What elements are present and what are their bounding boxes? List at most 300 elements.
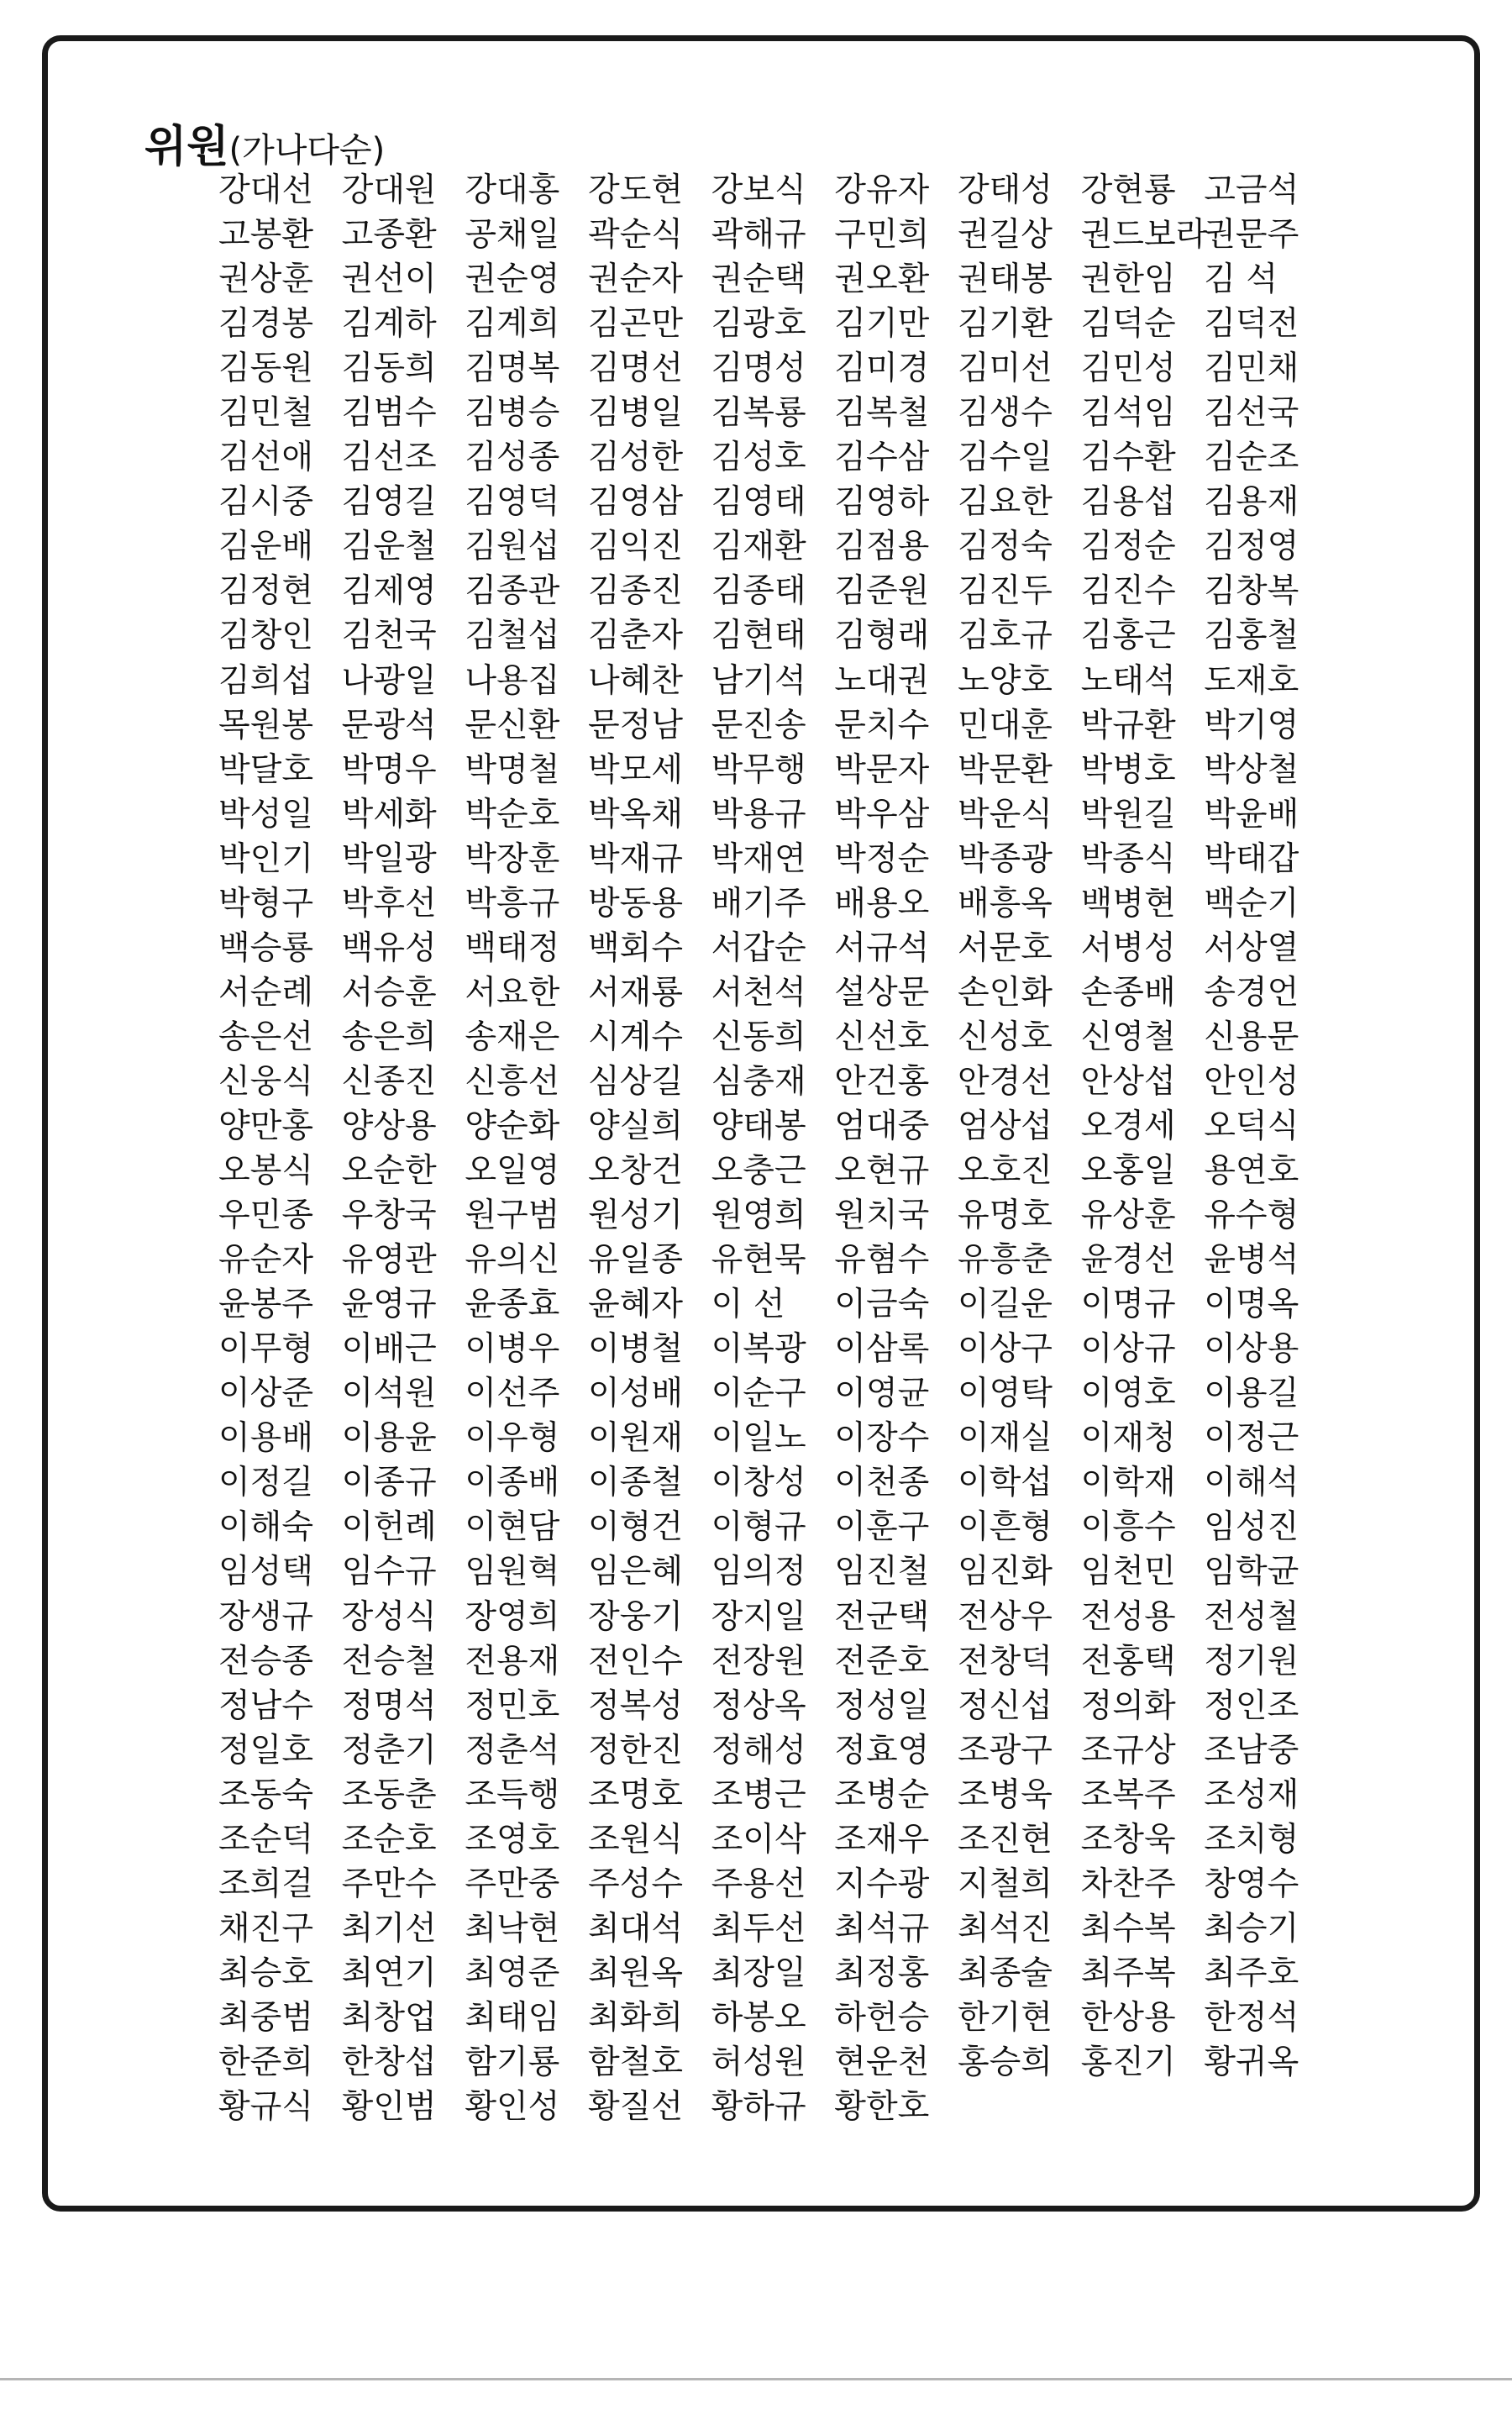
member-name: 이병우	[465, 1330, 560, 1369]
member-name: 배흥옥	[957, 884, 1053, 923]
member-name: 김홍근	[1080, 617, 1176, 655]
member-name: 김운배	[218, 528, 314, 566]
member-name: 고금석	[1204, 171, 1299, 210]
member-name: 이상규	[1080, 1330, 1176, 1369]
member-name: 정의화	[1080, 1686, 1176, 1725]
member-name: 이학섭	[957, 1464, 1053, 1502]
member-name: 최낙현	[465, 1909, 560, 1948]
member-name: 유일종	[587, 1241, 683, 1280]
member-name: 장웅기	[587, 1597, 683, 1636]
member-name: 이영호	[1080, 1375, 1176, 1413]
member-name: 전승종	[218, 1642, 314, 1681]
member-name: 송재은	[465, 1018, 560, 1056]
member-name: 황한호	[834, 2088, 930, 2127]
member-name: 이상준	[218, 1375, 314, 1413]
member-name: 김동희	[341, 350, 437, 388]
member-name: 정춘석	[465, 1731, 560, 1770]
member-name: 황규식	[218, 2088, 314, 2127]
member-name: 고봉환	[218, 216, 314, 255]
member-name: 조명호	[587, 1775, 683, 1814]
member-name: 권순자	[587, 260, 683, 299]
member-name: 백병현	[1080, 884, 1176, 923]
member-name: 이순구	[711, 1375, 806, 1413]
member-name: 이재실	[957, 1419, 1053, 1458]
member-name: 최수복	[1080, 1909, 1176, 1948]
member-name: 한상용	[1080, 1998, 1176, 2037]
member-name: 최대석	[587, 1909, 683, 1948]
member-name: 양태봉	[711, 1107, 806, 1145]
member-name: 전성용	[1080, 1597, 1176, 1636]
member-name: 임원혁	[465, 1553, 560, 1591]
member-name: 장지일	[711, 1597, 806, 1636]
member-name: 이흥수	[1080, 1508, 1176, 1547]
member-name: 배기주	[711, 884, 806, 923]
member-name: 주만중	[465, 1865, 560, 1903]
member-name: 권한임	[1080, 260, 1176, 299]
member-name: 신흥선	[465, 1062, 560, 1101]
member-name: 최태임	[465, 1998, 560, 2037]
member-name: 김준원	[834, 572, 930, 611]
member-name: 정복성	[587, 1686, 683, 1725]
member-name: 김호규	[957, 617, 1053, 655]
member-name: 김철섭	[465, 617, 560, 655]
member-name: 이삼록	[834, 1330, 930, 1369]
member-name: 김명복	[465, 350, 560, 388]
member-name: 이천종	[834, 1464, 930, 1502]
member-name: 양순화	[465, 1107, 560, 1145]
member-name: 민대훈	[957, 706, 1053, 744]
member-name: 최종술	[957, 1954, 1053, 1992]
member-name: 허성원	[711, 2043, 806, 2081]
member-name: 박문환	[957, 750, 1053, 789]
member-name: 강현룡	[1080, 171, 1176, 210]
member-name: 지철희	[957, 1865, 1053, 1903]
member-name: 김광호	[711, 305, 806, 344]
member-name: 이금숙	[834, 1286, 930, 1324]
member-name: 서규석	[834, 928, 930, 967]
member-name: 박순호	[465, 795, 560, 834]
member-name: 박문자	[834, 750, 930, 789]
member-name: 김범수	[341, 394, 437, 433]
member-name: 최정홍	[834, 1954, 930, 1992]
member-name: 김원섭	[465, 528, 560, 566]
member-name: 엄상섭	[957, 1107, 1053, 1145]
member-name: 강대홍	[465, 171, 560, 210]
member-name: 김계하	[341, 305, 437, 344]
member-name: 박기영	[1204, 706, 1299, 744]
member-name: 이무형	[218, 1330, 314, 1369]
member-name: 이종배	[465, 1464, 560, 1502]
member-name: 이형건	[587, 1508, 683, 1547]
member-name: 이우형	[465, 1419, 560, 1458]
member-name: 홍진기	[1080, 2043, 1176, 2081]
member-name: 오호진	[957, 1152, 1053, 1191]
member-name: 정성일	[834, 1686, 930, 1725]
member-name: 오덕식	[1204, 1107, 1299, 1145]
member-name: 임진화	[957, 1553, 1053, 1591]
member-name: 이형규	[711, 1508, 806, 1547]
member-name: 전성철	[1204, 1597, 1299, 1636]
member-name: 이성배	[587, 1375, 683, 1413]
member-name: 김미선	[957, 350, 1053, 388]
member-name: 권문주	[1204, 216, 1299, 255]
member-name: 박원길	[1080, 795, 1176, 834]
member-name: 박규환	[1080, 706, 1176, 744]
member-name: 안건홍	[834, 1062, 930, 1101]
member-name: 김수환	[1080, 439, 1176, 477]
member-name: 황질선	[587, 2088, 683, 2127]
member-name: 김수삼	[834, 439, 930, 477]
member-name: 조광구	[957, 1731, 1053, 1770]
member-name: 노양호	[957, 661, 1053, 700]
member-name: 손인화	[957, 973, 1053, 1012]
member-name: 이재청	[1080, 1419, 1176, 1458]
member-name: 김성한	[587, 439, 683, 477]
member-name: 임학균	[1204, 1553, 1299, 1591]
member-name: 이용배	[218, 1419, 314, 1458]
member-name: 임성택	[218, 1553, 314, 1591]
member-name: 황귀옥	[1204, 2043, 1299, 2081]
member-name: 이병철	[587, 1330, 683, 1369]
member-name: 신웅식	[218, 1062, 314, 1101]
member-name: 정신섭	[957, 1686, 1053, 1725]
member-name: 신선호	[834, 1018, 930, 1056]
member-name: 이정근	[1204, 1419, 1299, 1458]
member-name: 전용재	[465, 1642, 560, 1681]
member-name: 권상훈	[218, 260, 314, 299]
member-name: 이영탁	[957, 1375, 1053, 1413]
member-name: 이상용	[1204, 1330, 1299, 1369]
member-name: 서문호	[957, 928, 1053, 967]
member-name: 양만홍	[218, 1107, 314, 1145]
member-name: 이용길	[1204, 1375, 1299, 1413]
member-name: 박흥규	[465, 884, 560, 923]
member-name: 안경선	[957, 1062, 1053, 1101]
member-name: 서승훈	[341, 973, 437, 1012]
member-name: 이원재	[587, 1419, 683, 1458]
member-name: 최기선	[341, 1909, 437, 1948]
member-name: 공채일	[465, 216, 560, 255]
member-name: 조득행	[465, 1775, 560, 1814]
member-name: 김성호	[711, 439, 806, 477]
member-name: 임은혜	[587, 1553, 683, 1591]
member-name: 백회수	[587, 928, 683, 967]
member-name: 구민희	[834, 216, 930, 255]
member-name: 신성호	[957, 1018, 1053, 1056]
document-title	[144, 111, 385, 174]
member-name: 김용재	[1204, 483, 1299, 522]
member-name: 조영호	[465, 1820, 560, 1859]
member-name: 양상용	[341, 1107, 437, 1145]
member-name: 박명우	[341, 750, 437, 789]
member-name: 김천국	[341, 617, 437, 655]
member-name: 한정석	[1204, 1998, 1299, 2037]
member-name: 박후선	[341, 884, 437, 923]
member-name: 윤종효	[465, 1286, 560, 1324]
member-name: 유흥춘	[957, 1241, 1053, 1280]
member-name: 정상옥	[711, 1686, 806, 1725]
member-name: 최주호	[1204, 1954, 1299, 1992]
member-name: 최영준	[465, 1954, 560, 1992]
member-name: 서병성	[1080, 928, 1176, 967]
member-name: 노태석	[1080, 661, 1176, 700]
member-name: 우창국	[341, 1197, 437, 1235]
member-name: 이종규	[341, 1464, 437, 1502]
member-name: 김경봉	[218, 305, 314, 344]
member-name: 조희걸	[218, 1865, 314, 1903]
member-name: 이선주	[465, 1375, 560, 1413]
member-name: 나광일	[341, 661, 437, 700]
member-name: 백유성	[341, 928, 437, 967]
member-name: 지수광	[834, 1865, 930, 1903]
member-name: 김영덕	[465, 483, 560, 522]
member-name: 원성기	[587, 1197, 683, 1235]
member-name: 하헌승	[834, 1998, 930, 2037]
member-name: 이종철	[587, 1464, 683, 1502]
member-name: 백태정	[465, 928, 560, 967]
member-name: 방동용	[587, 884, 683, 923]
member-name: 조복주	[1080, 1775, 1176, 1814]
member-name: 김진수	[1080, 572, 1176, 611]
member-name: 김덕전	[1204, 305, 1299, 344]
member-name: 박운식	[957, 795, 1053, 834]
member-name: 오순한	[341, 1152, 437, 1191]
member-name: 김현태	[711, 617, 806, 655]
member-name: 전장원	[711, 1642, 806, 1681]
member-name: 김영길	[341, 483, 437, 522]
member-name: 오현규	[834, 1152, 930, 1191]
member-name: 임성진	[1204, 1508, 1299, 1547]
member-name: 김종관	[465, 572, 560, 611]
member-name: 이영균	[834, 1375, 930, 1413]
member-name: 서순례	[218, 973, 314, 1012]
member-name: 강대선	[218, 171, 314, 210]
member-name: 원치국	[834, 1197, 930, 1235]
member-name: 김동원	[218, 350, 314, 388]
member-name: 안상섭	[1080, 1062, 1176, 1101]
member-name: 김기환	[957, 305, 1053, 344]
member-name: 유의신	[465, 1241, 560, 1280]
member-name: 김민철	[218, 394, 314, 433]
member-name: 서갑순	[711, 928, 806, 967]
member-name: 조순덕	[218, 1820, 314, 1859]
member-name: 조동춘	[341, 1775, 437, 1814]
title-sub: (가나다순)	[228, 131, 386, 170]
member-name: 함철호	[587, 2043, 683, 2081]
member-name: 최두선	[711, 1909, 806, 1948]
member-name: 황하규	[711, 2088, 806, 2127]
member-name: 김진두	[957, 572, 1053, 611]
member-name: 최석진	[957, 1909, 1053, 1948]
member-name: 김수일	[957, 439, 1053, 477]
member-name: 김창인	[218, 617, 314, 655]
member-name: 박종광	[957, 839, 1053, 878]
member-name: 엄대중	[834, 1107, 930, 1145]
member-name: 문정남	[587, 706, 683, 744]
member-name: 강보식	[711, 171, 806, 210]
member-name: 전홍택	[1080, 1642, 1176, 1681]
member-name: 임천민	[1080, 1553, 1176, 1591]
member-name: 이훈구	[834, 1508, 930, 1547]
member-name: 김기만	[834, 305, 930, 344]
member-name: 박세화	[341, 795, 437, 834]
member-name: 이 선	[711, 1286, 785, 1324]
member-name: 권오환	[834, 260, 930, 299]
member-name: 주성수	[587, 1865, 683, 1903]
member-name: 권순영	[465, 260, 560, 299]
member-name: 윤경선	[1080, 1241, 1176, 1280]
member-name: 황인범	[341, 2088, 437, 2127]
member-name: 정효영	[834, 1731, 930, 1770]
member-name: 정민호	[465, 1686, 560, 1725]
member-name: 백순기	[1204, 884, 1299, 923]
member-name: 최원옥	[587, 1954, 683, 1992]
member-name: 박인기	[218, 839, 314, 878]
member-name: 오일영	[465, 1152, 560, 1191]
member-name: 이해숙	[218, 1508, 314, 1547]
member-name: 문광석	[341, 706, 437, 744]
member-name: 원영희	[711, 1197, 806, 1235]
member-name: 김곤만	[587, 305, 683, 344]
member-name: 노대권	[834, 661, 930, 700]
member-name: 김용섭	[1080, 483, 1176, 522]
member-name: 박상철	[1204, 750, 1299, 789]
title-main: 위원	[144, 122, 229, 172]
member-name: 조진현	[957, 1820, 1053, 1859]
member-name: 박형구	[218, 884, 314, 923]
member-name: 장생규	[218, 1597, 314, 1636]
member-name: 권드보라	[1080, 216, 1208, 255]
member-name: 신동희	[711, 1018, 806, 1056]
member-name: 조규상	[1080, 1731, 1176, 1770]
member-name: 정춘기	[341, 1731, 437, 1770]
member-name: 박성일	[218, 795, 314, 834]
member-name: 조병욱	[957, 1775, 1053, 1814]
member-name: 조재우	[834, 1820, 930, 1859]
member-name: 박우삼	[834, 795, 930, 834]
member-name: 박정순	[834, 839, 930, 878]
member-name: 하봉오	[711, 1998, 806, 2037]
member-name: 김덕순	[1080, 305, 1176, 344]
member-name: 오충근	[711, 1152, 806, 1191]
member-name: 황인성	[465, 2088, 560, 2127]
member-name: 강도현	[587, 171, 683, 210]
member-name: 김민성	[1080, 350, 1176, 388]
member-name: 정기원	[1204, 1642, 1299, 1681]
member-name: 목원봉	[218, 706, 314, 744]
member-name: 김 석	[1204, 260, 1278, 299]
member-name: 임진철	[834, 1553, 930, 1591]
member-name: 김석임	[1080, 394, 1176, 433]
member-name: 송은선	[218, 1018, 314, 1056]
member-name: 오봉식	[218, 1152, 314, 1191]
member-name: 김창복	[1204, 572, 1299, 611]
member-name: 김선조	[341, 439, 437, 477]
member-name: 전창덕	[957, 1642, 1053, 1681]
member-name: 주용선	[711, 1865, 806, 1903]
member-name: 배용오	[834, 884, 930, 923]
member-name: 최연기	[341, 1954, 437, 1992]
member-name: 이헌례	[341, 1508, 437, 1547]
member-name: 김시중	[218, 483, 314, 522]
member-name: 함기룡	[465, 2043, 560, 2081]
member-name: 박옥채	[587, 795, 683, 834]
member-name: 박일광	[341, 839, 437, 878]
member-name: 최승기	[1204, 1909, 1299, 1948]
member-name: 오홍일	[1080, 1152, 1176, 1191]
member-name: 김홍철	[1204, 617, 1299, 655]
member-name: 김형래	[834, 617, 930, 655]
member-name: 정남수	[218, 1686, 314, 1725]
member-name: 박윤배	[1204, 795, 1299, 834]
member-name: 윤영규	[341, 1286, 437, 1324]
member-name: 김운철	[341, 528, 437, 566]
member-name: 백승룡	[218, 928, 314, 967]
member-name: 이상구	[957, 1330, 1053, 1369]
member-name: 신영철	[1080, 1018, 1176, 1056]
member-name: 신용문	[1204, 1018, 1299, 1056]
member-name: 이일노	[711, 1419, 806, 1458]
member-name: 조원식	[587, 1820, 683, 1859]
member-name: 양실희	[587, 1107, 683, 1145]
member-name: 김요한	[957, 483, 1053, 522]
member-name: 박용규	[711, 795, 806, 834]
member-name: 고종환	[341, 216, 437, 255]
member-name: 정한진	[587, 1731, 683, 1770]
member-name: 박태갑	[1204, 839, 1299, 878]
member-name: 남기석	[711, 661, 806, 700]
member-name: 정일호	[218, 1731, 314, 1770]
member-name: 한창섭	[341, 2043, 437, 2081]
member-name: 심충재	[711, 1062, 806, 1101]
member-name: 조병근	[711, 1775, 806, 1814]
member-name: 김종태	[711, 572, 806, 611]
member-name: 이장수	[834, 1419, 930, 1458]
member-name: 오창건	[587, 1152, 683, 1191]
member-name: 전승철	[341, 1642, 437, 1681]
member-name: 김명선	[587, 350, 683, 388]
member-name: 김정숙	[957, 528, 1053, 566]
member-name: 이배근	[341, 1330, 437, 1369]
member-name: 곽해규	[711, 216, 806, 255]
member-name: 문신환	[465, 706, 560, 744]
member-name: 한준희	[218, 2043, 314, 2081]
member-name: 이명옥	[1204, 1286, 1299, 1324]
member-name: 주만수	[341, 1865, 437, 1903]
member-name: 서상열	[1204, 928, 1299, 967]
member-name: 차찬주	[1080, 1865, 1176, 1903]
member-name: 김정영	[1204, 528, 1299, 566]
member-name: 김점용	[834, 528, 930, 566]
member-name: 장성식	[341, 1597, 437, 1636]
page-bottom-rule	[0, 2378, 1512, 2380]
member-name: 김선국	[1204, 394, 1299, 433]
member-name: 김선애	[218, 439, 314, 477]
member-name: 송경언	[1204, 973, 1299, 1012]
member-name: 손종배	[1080, 973, 1176, 1012]
member-name: 조동숙	[218, 1775, 314, 1814]
member-name: 김순조	[1204, 439, 1299, 477]
member-name: 문진송	[711, 706, 806, 744]
member-name: 최중범	[218, 1998, 314, 2037]
member-name: 문치수	[834, 706, 930, 744]
member-name: 김복철	[834, 394, 930, 433]
member-name: 이해석	[1204, 1464, 1299, 1502]
member-name: 창영수	[1204, 1865, 1299, 1903]
member-name: 도재호	[1204, 661, 1299, 700]
member-name: 전인수	[587, 1642, 683, 1681]
member-name: 전준호	[834, 1642, 930, 1681]
